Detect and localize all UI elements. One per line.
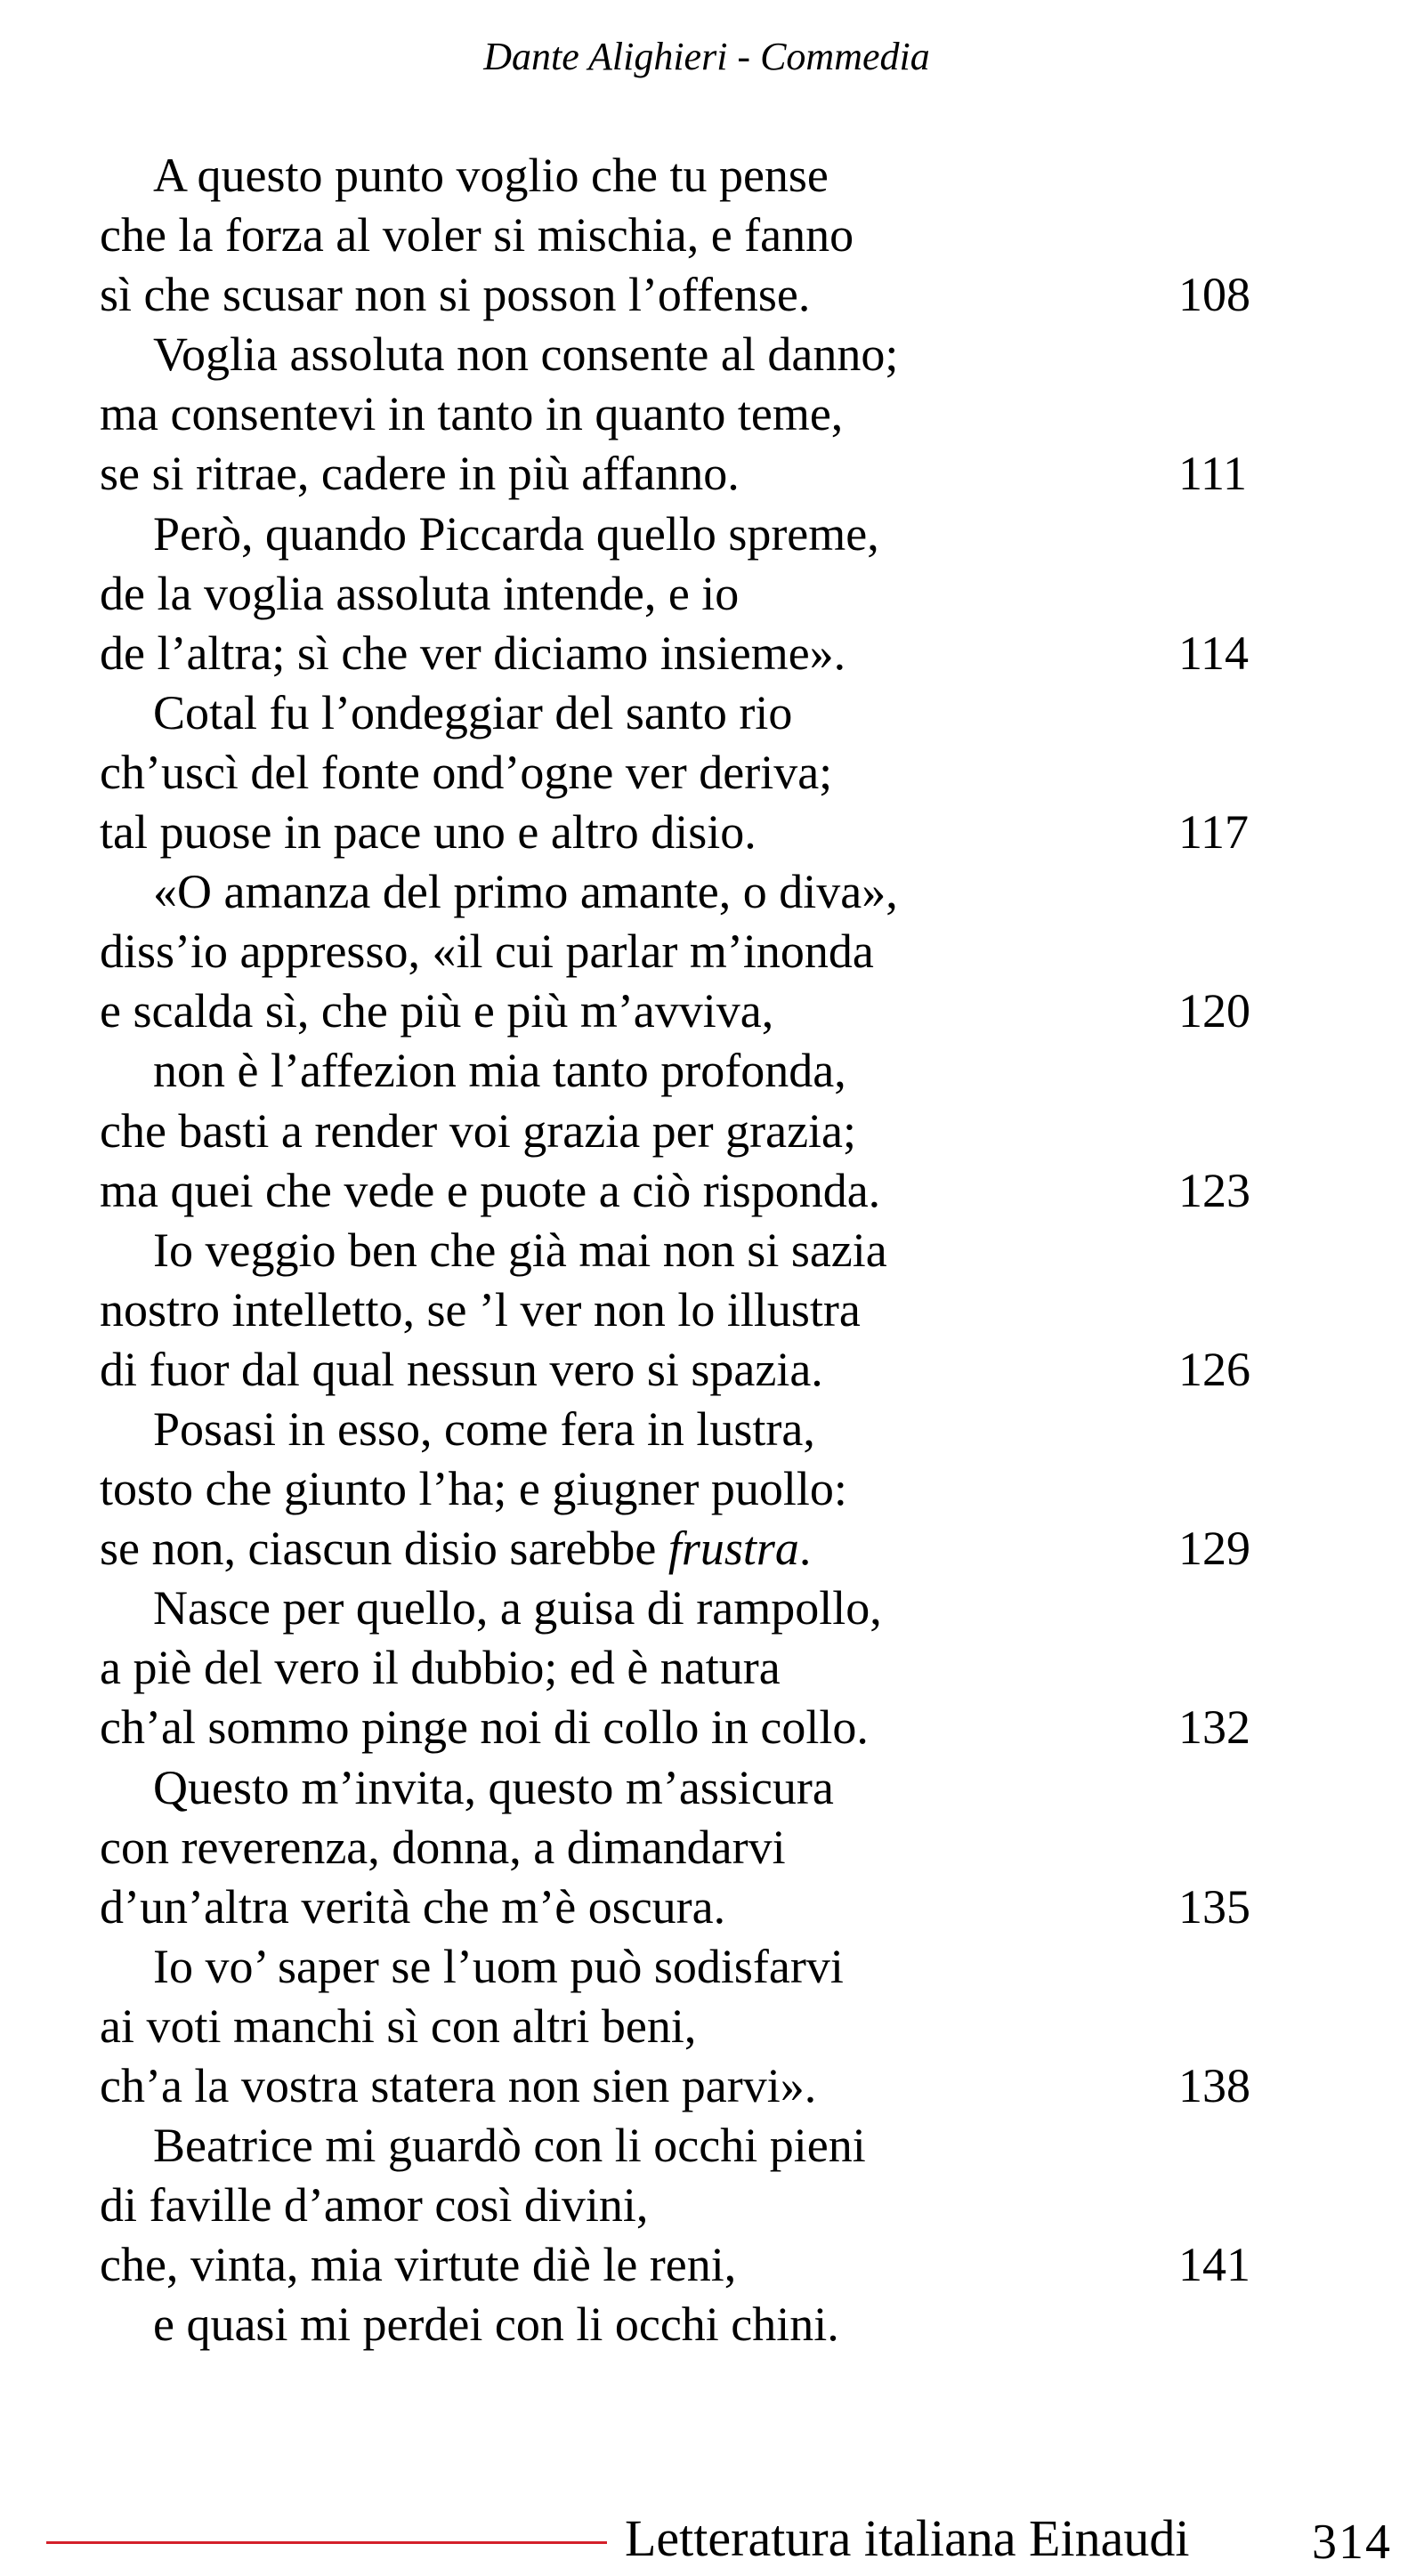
- running-title: Dante Alighieri - Commedia: [483, 35, 930, 78]
- verse-number: 117: [1178, 805, 1249, 860]
- verse-text-main: de la voglia assoluta intende, e io: [100, 566, 740, 620]
- verse-text-italic: frustra: [668, 1522, 799, 1576]
- verse-text-main: ma consentevi in tanto in quanto teme,: [100, 387, 844, 441]
- verse-text-main: se si ritrae, cadere in più affanno.: [100, 447, 740, 501]
- verse-line: [100, 743, 1257, 803]
- verse-number: 120: [1178, 984, 1250, 1038]
- verse-line: [100, 2116, 1257, 2176]
- verse-text-main: Voglia assoluta non consente al danno;: [153, 327, 899, 382]
- verse-text: [100, 384, 843, 444]
- verse-text: [100, 206, 854, 265]
- verse-line: [100, 1818, 1257, 1877]
- verse-number: 129: [1178, 1522, 1250, 1576]
- verse-text: [100, 803, 756, 862]
- verse-text: [100, 1818, 786, 1877]
- verse-line: [100, 1997, 1257, 2056]
- verse-text: [100, 265, 810, 325]
- verse-text: [100, 1877, 725, 1937]
- verse-text: [100, 1519, 811, 1579]
- verse-text-main: Cotal fu l’ondeggiar del santo rio: [153, 685, 793, 739]
- verse-text-main: che, vinta, mia virtute diè le reni,: [100, 2238, 737, 2292]
- verse-line: [100, 922, 1257, 981]
- verse-text-main: se non, ciascun disio sarebbe: [100, 1522, 668, 1576]
- verse-text-main: a piè del vero il dubbio; ed è natura: [100, 1641, 781, 1695]
- verse-text: [100, 1400, 815, 1459]
- verse-line: [100, 683, 1257, 743]
- verse-line: [100, 1877, 1257, 1937]
- verse-text-main: che basti a render voi grazia per grazia;: [100, 1103, 857, 1158]
- verse-text: [100, 1638, 781, 1698]
- verse-text-main: di faville d’amor così divini,: [100, 2178, 649, 2233]
- verse-number: 141: [1178, 2238, 1250, 2292]
- verse-text: [100, 1161, 880, 1221]
- verse-line: [100, 1041, 1257, 1101]
- verse-text-main: e scalda sì, che più e più m’avviva,: [100, 984, 774, 1038]
- verse-text: [100, 2235, 736, 2295]
- verse-line: [100, 1221, 1257, 1280]
- verse-number: 108: [1178, 268, 1250, 322]
- verse-text: [100, 146, 829, 206]
- verse-line: [100, 803, 1257, 862]
- verse-line: [100, 2235, 1257, 2295]
- verse-text-main: Però, quando Piccarda quello spreme,: [153, 506, 879, 561]
- verse-text-main: A questo punto voglio che tu pense: [153, 149, 829, 202]
- page-number: 314: [1312, 2515, 1392, 2570]
- verse-number: 135: [1178, 1879, 1250, 1934]
- verse-text: [100, 325, 898, 384]
- verse-line: [100, 564, 1257, 624]
- verse-line: [100, 624, 1257, 683]
- verse-text-main: non è l’affezion mia tanto profonda,: [153, 1044, 846, 1098]
- verse-line: [100, 505, 1257, 564]
- footer-rule: [46, 2541, 607, 2544]
- verse-text-main: tosto che giunto l’ha; e giugner puollo:: [100, 1462, 847, 1516]
- verse-text-main: di fuor dal qual nessun vero si spazia.: [100, 1342, 823, 1396]
- verse-text-main: nostro intelletto, se ’l ver non lo illustra: [100, 1282, 861, 1336]
- verse-text-main: Posasi in esso, come fera in lustra,: [153, 1401, 815, 1456]
- verse-text: [100, 1579, 882, 1638]
- verse-text: [100, 683, 792, 743]
- verse-text: [100, 1698, 869, 1757]
- verse-text-main: ch’al sommo pinge noi di collo in collo.: [100, 1700, 869, 1755]
- verse-text: [100, 981, 773, 1041]
- verse-number: 126: [1178, 1342, 1250, 1396]
- verse-text: [100, 2116, 866, 2176]
- verse-text-main: Questo m’invita, questo m’assicura: [153, 1760, 834, 1814]
- verse-text: [100, 564, 739, 624]
- verse-text: [100, 624, 846, 683]
- verse-line: [100, 265, 1257, 325]
- verse-line: [100, 2056, 1257, 2116]
- verse-text: [100, 1459, 847, 1519]
- verse-line: [100, 1400, 1257, 1459]
- verse-line: [100, 1698, 1257, 1757]
- verse-text-main: ma quei che vede e puote a ciò risponda.: [100, 1163, 881, 1217]
- verse-line: [100, 384, 1257, 444]
- verse-text: [100, 444, 740, 504]
- verse-text-main: sì che scusar non si posson l’offense.: [100, 268, 811, 322]
- verse-text: [100, 1102, 856, 1161]
- verse-text-main: Io veggio ben che già mai non si sazia: [153, 1223, 887, 1277]
- verse-text: [100, 2295, 839, 2354]
- verse-line: [100, 1579, 1257, 1638]
- verse-text: [100, 1280, 861, 1340]
- verse-text: [100, 862, 898, 922]
- verse-text: [100, 1937, 844, 1997]
- page-footer: [0, 2509, 1424, 2570]
- verse-line: [100, 1340, 1257, 1400]
- verse-line: [100, 444, 1257, 504]
- verse-text-main: ai voti manchi sì con altri beni,: [100, 1999, 697, 2053]
- verse-text-main: con reverenza, donna, a dimandarvi: [100, 1820, 786, 1874]
- verse-text: [100, 1340, 823, 1400]
- verse-text-main: ch’uscì del fonte ond’ogne ver deriva;: [100, 745, 833, 799]
- verse-text-main: Nasce per quello, a guisa di rampollo,: [153, 1581, 882, 1635]
- verse-text: [100, 922, 874, 981]
- verse-text: [100, 1041, 846, 1101]
- verse-line: [100, 325, 1257, 384]
- verse-text: [100, 505, 879, 564]
- verse-line: [100, 1161, 1257, 1221]
- verse-text: [100, 2056, 816, 2116]
- verse-line: [100, 1519, 1257, 1579]
- verse-number: 132: [1178, 1700, 1250, 1755]
- verse-line: [100, 981, 1257, 1041]
- verse-text-main: che la forza al voler si mischia, e fanno: [100, 208, 854, 262]
- verse-text: [100, 1758, 834, 1818]
- verse-number: 111: [1178, 447, 1247, 501]
- verse-text-tail: .: [798, 1522, 812, 1576]
- verse-text-main: diss’io appresso, «il cui parlar m’inonda: [100, 925, 874, 979]
- verse-text-main: Beatrice mi guardò con li occhi pieni: [153, 2119, 866, 2173]
- verse-line: [100, 862, 1257, 922]
- verse-text: [100, 743, 832, 803]
- verse-line: [100, 1459, 1257, 1519]
- verse-line: [100, 1937, 1257, 1997]
- verse-text: [100, 1221, 887, 1280]
- verse-text-main: d’un’altra verità che m’è oscura.: [100, 1879, 726, 1934]
- verse-line: [100, 1102, 1257, 1161]
- verse-text-main: «O amanza del primo amante, o diva»,: [153, 865, 898, 919]
- verse-line: [100, 206, 1257, 265]
- verse-line: [100, 1758, 1257, 1818]
- verse-text-main: Io vo’ saper se l’uom può sodisfarvi: [153, 1939, 844, 1993]
- verse-line: [100, 1280, 1257, 1340]
- poem-text: [100, 146, 1257, 2354]
- publisher-name: Letteratura italiana Einaudi: [625, 2509, 1190, 2567]
- verse-number: 123: [1178, 1163, 1250, 1217]
- verse-text-main: e quasi mi perdei con li occhi chini.: [153, 2297, 839, 2352]
- verse-line: [100, 146, 1257, 206]
- verse-text-main: ch’a la vostra statera non sien parvi».: [100, 2059, 817, 2112]
- verse-line: [100, 1638, 1257, 1698]
- verse-number: 114: [1178, 626, 1249, 680]
- verse-text: [100, 2176, 648, 2235]
- running-header: [0, 28, 1424, 85]
- verse-line: [100, 2295, 1257, 2354]
- verse-number: 138: [1178, 2059, 1250, 2112]
- verse-text: [100, 1997, 696, 2056]
- verse-text-main: tal puose in pace uno e altro disio.: [100, 805, 756, 860]
- verse-text-main: de l’altra; sì che ver diciamo insieme».: [100, 626, 846, 680]
- verse-line: [100, 2176, 1257, 2235]
